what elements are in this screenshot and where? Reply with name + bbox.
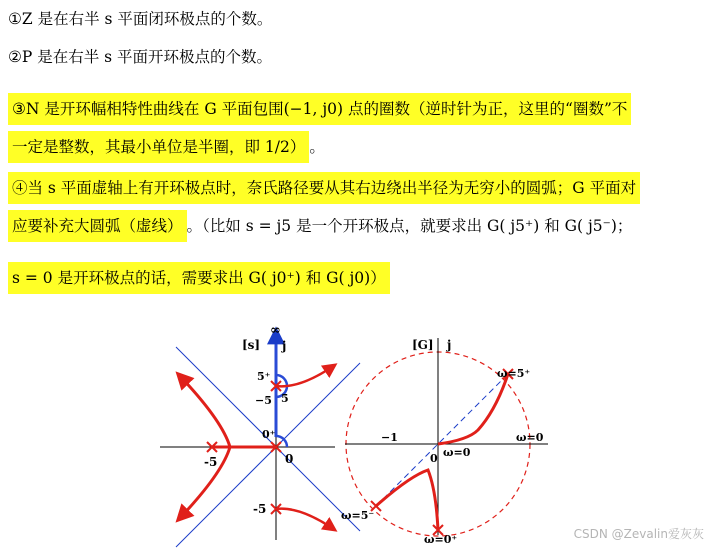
s-locus-upper bbox=[276, 365, 335, 386]
note-item-4-text-1: ④当 s 平面虚轴上有开环极点时，奈氏路径要从其右边绕出半径为无穷小的圆弧；G 平面对 bbox=[8, 172, 640, 204]
s-axis-j-label: j bbox=[282, 339, 287, 353]
s-label-5plus: 5⁺ bbox=[257, 370, 271, 383]
s-plane-figure bbox=[160, 323, 360, 547]
watermark: CSDN @Zevalin爱灰灰 bbox=[573, 527, 704, 541]
g-label-w5plus: ω=5⁺ bbox=[497, 367, 531, 380]
s-label-minus5: −5 bbox=[255, 394, 272, 407]
g-locus-lower bbox=[376, 470, 438, 530]
note-item-1-text: ①Z 是在右半 s 平面闭环极点的个数。 bbox=[8, 10, 273, 28]
g-plane-title: [G] bbox=[412, 338, 434, 352]
s-infinity-label: ∞ bbox=[270, 323, 281, 338]
g-label-w0-mid: ω=0 bbox=[443, 446, 471, 459]
s-label-neg5-real: -5 bbox=[204, 455, 218, 469]
s-plane-title: [s] bbox=[242, 338, 261, 352]
note-item-4-text-2b: 。（比如 s = j5 是一个开环极点，就要求出 G( j5⁺) 和 G( j5⁻)； bbox=[186, 217, 633, 235]
g-axis-j-label: j bbox=[447, 338, 452, 352]
note-item-3-end: 。 bbox=[309, 138, 325, 156]
note-item-3-text-2: 一定是整数，其最小单位是半圈，即 1/2） bbox=[8, 131, 309, 163]
s-label-0: 0 bbox=[285, 452, 294, 466]
g-label-w5minus: ω=5⁻ bbox=[341, 509, 375, 522]
g-label-0: 0 bbox=[430, 452, 438, 465]
g-label-w0-right: ω=0 bbox=[516, 431, 544, 444]
g-label-minus1: −1 bbox=[381, 431, 398, 444]
note-item-3-text-1: ③N 是开环幅相特性曲线在 G 平面包围(−1, j0) 点的圈数（逆时针为正，这里的“圈数”不 bbox=[8, 93, 631, 125]
note-item-2-text: ②P 是在右半 s 平面开环极点的个数。 bbox=[8, 48, 273, 66]
s-locus-lower bbox=[276, 509, 335, 530]
s-label-5: 5 bbox=[281, 392, 289, 405]
note-item-4-text-2: 应要补充大圆弧（虚线） bbox=[8, 210, 187, 242]
s-label-0plus: 0⁺ bbox=[262, 428, 276, 441]
note-item-4-text-3: s = 0 是开环极点的话，需要求出 G( j0⁺) 和 G( j0)） bbox=[8, 262, 390, 294]
s-label-neg5-imag: -5 bbox=[253, 502, 267, 516]
g-plane-figure bbox=[341, 338, 548, 546]
g-label-w0plus: ω=0⁺ bbox=[424, 533, 458, 546]
